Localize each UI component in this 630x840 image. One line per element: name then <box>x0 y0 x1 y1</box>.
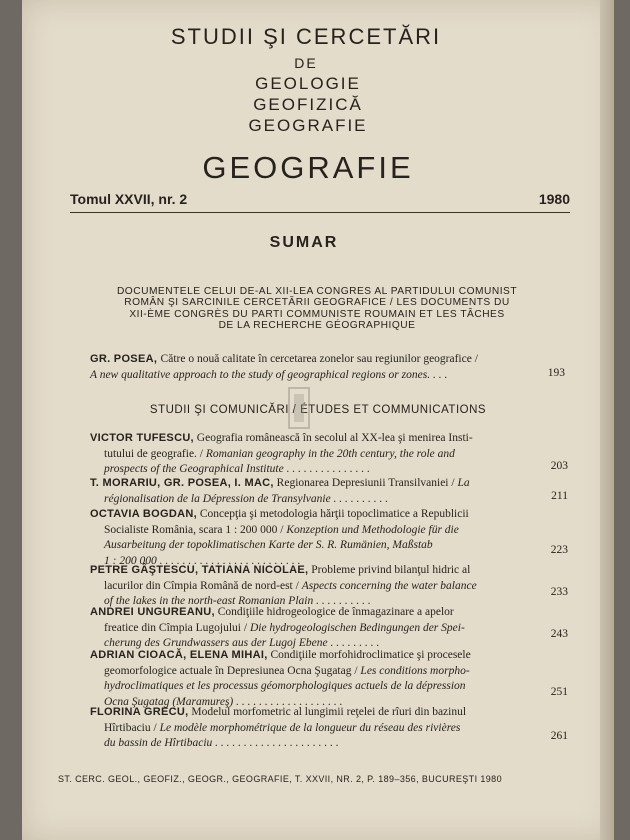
entry-title: tutului de geografie. / <box>104 447 206 460</box>
series-de: DE <box>294 55 318 71</box>
journal-page <box>22 0 614 840</box>
entry-title: Condiţiile hidrogeologice de înmagazinare a apelor <box>217 606 454 618</box>
documents-line-3: XII-ÈME CONGRÈS DU PARTI COMMUNISTE ROUMAIN ET LES TÂCHES <box>129 308 505 320</box>
page-number: 211 <box>551 490 568 502</box>
entry-title: Geografia românească în secolul al XX-lea şi menirea Insti- <box>196 432 473 444</box>
toc-entry-grecu <box>90 705 560 752</box>
entry-translation: Romanian geography in the 20th century, the role and <box>205 447 455 460</box>
entry-title: Hîrtibaciu / <box>104 721 160 734</box>
entry-title: Probleme privind bilanţul hidric al <box>311 564 471 576</box>
volume-row <box>70 191 570 207</box>
entry-author: GR. POSEA, <box>90 353 161 365</box>
entry-author: ANDREI UNGUREANU, <box>90 606 215 618</box>
citation-footer: ST. CERC. GEOL., GEOFIZ., GEOGR., GEOGRAFIE, T. XXVII, NR. 2, P. 189–356, BUCUREŞTI 1980 <box>58 774 502 784</box>
entry-author: T. MORARIU, GR. POSEA, I. MAC, <box>90 477 274 489</box>
entry-title: freatice din Cîmpia Lugojului / <box>104 621 250 634</box>
header-rule <box>70 212 570 213</box>
toc-entry-morariu <box>90 476 560 507</box>
series-subject-1: GEOLOGIE <box>255 74 361 93</box>
page-number: 203 <box>550 460 568 472</box>
entry-translation: La <box>457 477 470 489</box>
entry-translation: hydroclimatiques et les processus géomorphologiques actuels de la dépression <box>104 680 466 692</box>
page-number: 193 <box>547 367 565 379</box>
entry-translation: Ocna Şugatag (Maramureş) . . . . . . . . . . . . . . . . . . . <box>104 695 343 708</box>
documents-line-2: ROMÂN ŞI SARCINILE CERCETĂRII GEOGRAFICE / LES DOCUMENTS DU <box>124 297 510 309</box>
entry-translation: prospects of the Geographical Institute . . . . . . . . . . . . . . . <box>104 463 370 475</box>
entry-title: Socialiste România, scara 1 : 200 000 / <box>104 523 287 536</box>
toc-entry-ungureanu <box>90 605 560 652</box>
entry-author: PETRE GÂŞTESCU, TATIANA NICOLAE, <box>90 564 309 576</box>
documents-line-1: DOCUMENTELE CELUI DE-AL XII-LEA CONGRES AL PARTIDULUI COMUNIST <box>116 286 518 297</box>
toc-entry-tufescu <box>90 431 560 478</box>
entry-title: Către o nouă calitate în cercetarea zonelor sau regiunilor geografice / <box>160 353 478 365</box>
toc-entry-bogdan <box>90 507 560 569</box>
entry-title: geomorfologice actuale în Depresiunea Ocna Şugatag / <box>104 664 361 677</box>
section-heading: STUDII ŞI COMUNICĂRI / ÉTUDES ET COMMUNICATIONS <box>149 404 487 416</box>
entry-translation: 1 : 200 000 . . . . . . . . . . . . . . . . . . . . . . . . . <box>104 554 301 567</box>
entry-translation: Aspects concerning the water balance <box>301 579 477 592</box>
documents-line-4: DE LA RECHERCHE GÉOGRAPHIQUE <box>218 319 416 331</box>
toc-entry-posea <box>90 352 560 383</box>
entry-translation: Les conditions morpho- <box>360 664 470 677</box>
entry-translation: régionalisation de la Dépression de Transylvanie . . . . . . . . . . <box>104 492 389 505</box>
watermark-logo-icon <box>287 386 367 430</box>
entry-translation: Die hydrogeologischen Bedingungen der Spei- <box>249 621 465 634</box>
entry-author: FLORINA GRECU, <box>90 706 189 718</box>
volume-label: Tomul XXVII, nr. 2 <box>70 191 188 207</box>
page-number: 243 <box>550 628 568 640</box>
entry-translation: A new qualitative approach to the study of geographical regions or zones. . . . <box>90 368 448 381</box>
entry-translation: du bassin de Hîrtibaciu . . . . . . . . . . . . . . . . . . . . . . <box>104 737 339 749</box>
page-number: 261 <box>550 730 568 742</box>
entry-title: Concepţia şi metodologia hărţii topoclimatice a Republicii <box>199 508 469 520</box>
toc-heading: SUMAR <box>269 234 339 251</box>
page-number: 233 <box>550 586 568 598</box>
series-subject-3: GEOGRAFIE <box>248 116 368 135</box>
page-number: 251 <box>550 686 568 698</box>
series-subject-2: GEOFIZICĂ <box>253 95 363 114</box>
entry-author: ADRIAN CIOACĂ, ELENA MIHAI, <box>90 649 268 661</box>
entry-translation: Konzeption und Methodologie für die <box>286 523 459 536</box>
entry-translation: cherung des Grundwassers aus der Lugoj Ebene . . . . . . . . . <box>104 637 380 649</box>
page-number: 223 <box>550 544 568 556</box>
entry-author: VICTOR TUFESCU, <box>90 432 194 444</box>
toc-entry-cioaca <box>90 648 560 710</box>
entry-title: Condiţiile morfohidroclimatice şi procesele <box>270 649 471 661</box>
entry-translation: of the lakes in the north-east Romanian Plain . . . . . . . . . . <box>104 595 371 607</box>
year-label: 1980 <box>538 191 570 207</box>
documents-block <box>102 286 532 331</box>
entry-title: Regionarea Depresiunii Transilvaniei / <box>276 477 458 489</box>
entry-translation: Ausarbeitung der topoklimatischen Karte der S. R. Rumänien, Maßstab <box>104 539 433 551</box>
entry-title: Modelul morfometric al lungimii reţelei de rîuri din bazinul <box>191 706 467 718</box>
entry-title: lacurilor din Cîmpia Română de nord-est / <box>104 579 302 592</box>
entry-translation: Le modèle morphométrique de la longueur du réseau des rivières <box>159 721 461 734</box>
entry-author: OCTAVIA BOGDAN, <box>90 508 197 520</box>
toc-entry-gastescu <box>90 563 560 610</box>
journal-title: GEOGRAFIE <box>202 150 414 185</box>
series-title: STUDII ŞI CERCETĂRI <box>170 24 442 49</box>
